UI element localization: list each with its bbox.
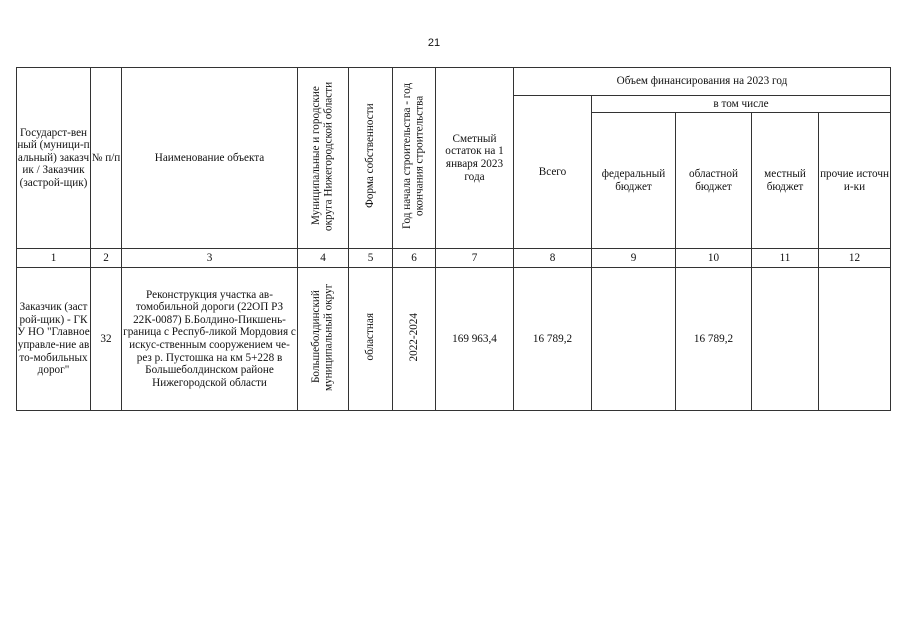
header-federal-budget: федеральный бюджет: [592, 113, 676, 249]
column-number: 10: [676, 249, 752, 268]
header-district: Муниципальные и городские округа Нижегородской области: [298, 68, 349, 249]
header-years: Год начала строительства - год окончания строительства: [393, 68, 436, 249]
financing-table: [16, 67, 891, 411]
district-cell: Большеболдинский муниципальный округ: [298, 268, 349, 411]
header-funding: Объем финансирования на 2023 год: [514, 68, 891, 96]
customer-cell: Заказчик (застрой-щик) - ГКУ НО "Главное управле-ние авто-мобильных дорог": [17, 268, 91, 411]
column-number: 6: [393, 249, 436, 268]
table-row: [17, 268, 891, 411]
header-other-sources: прочие источни-ки: [819, 113, 891, 249]
column-number: 8: [514, 249, 592, 268]
total-cell: 16 789,2: [514, 268, 592, 411]
header-local-budget: местный бюджет: [752, 113, 819, 249]
header-ownership: Форма собственности: [349, 68, 393, 249]
column-number: 2: [91, 249, 122, 268]
object-name-cell: Реконструкция участка ав-томобильной дороги (22ОП РЗ 22К-0087) Б.Болдино-Пикшень-граница с Респуб-ликой Мордовия с искус-ственным сооружением че-рез р. Пустошка на км 5+228 в Большеболдинском районе Нижегородской области: [122, 268, 298, 411]
other-cell: [819, 268, 891, 411]
page-number: 21: [427, 37, 441, 49]
column-number: 9: [592, 249, 676, 268]
years-cell: 2022-2024: [393, 268, 436, 411]
column-number: 11: [752, 249, 819, 268]
column-number: 12: [819, 249, 891, 268]
column-number: 7: [436, 249, 514, 268]
header-total: Всего: [514, 96, 592, 249]
item-number-cell: 32: [91, 268, 122, 411]
regional-cell: 16 789,2: [676, 268, 752, 411]
column-number: 5: [349, 249, 393, 268]
column-number: 4: [298, 249, 349, 268]
header-customer: Государст-венный (муници-пальный) заказчик / Заказчик (застрой-щик): [17, 68, 91, 249]
header-estimate-balance: Сметный остаток на 1 января 2023 года: [436, 68, 514, 249]
estimate-balance-cell: 169 963,4: [436, 268, 514, 411]
federal-cell: [592, 268, 676, 411]
local-cell: [752, 268, 819, 411]
column-number: 3: [122, 249, 298, 268]
ownership-cell: областная: [349, 268, 393, 411]
header-object-name: Наименование объекта: [122, 68, 298, 249]
header-item-number: № п/п: [91, 68, 122, 249]
header-regional-budget: областной бюджет: [676, 113, 752, 249]
column-number: 1: [17, 249, 91, 268]
header-including: в том числе: [592, 96, 891, 113]
